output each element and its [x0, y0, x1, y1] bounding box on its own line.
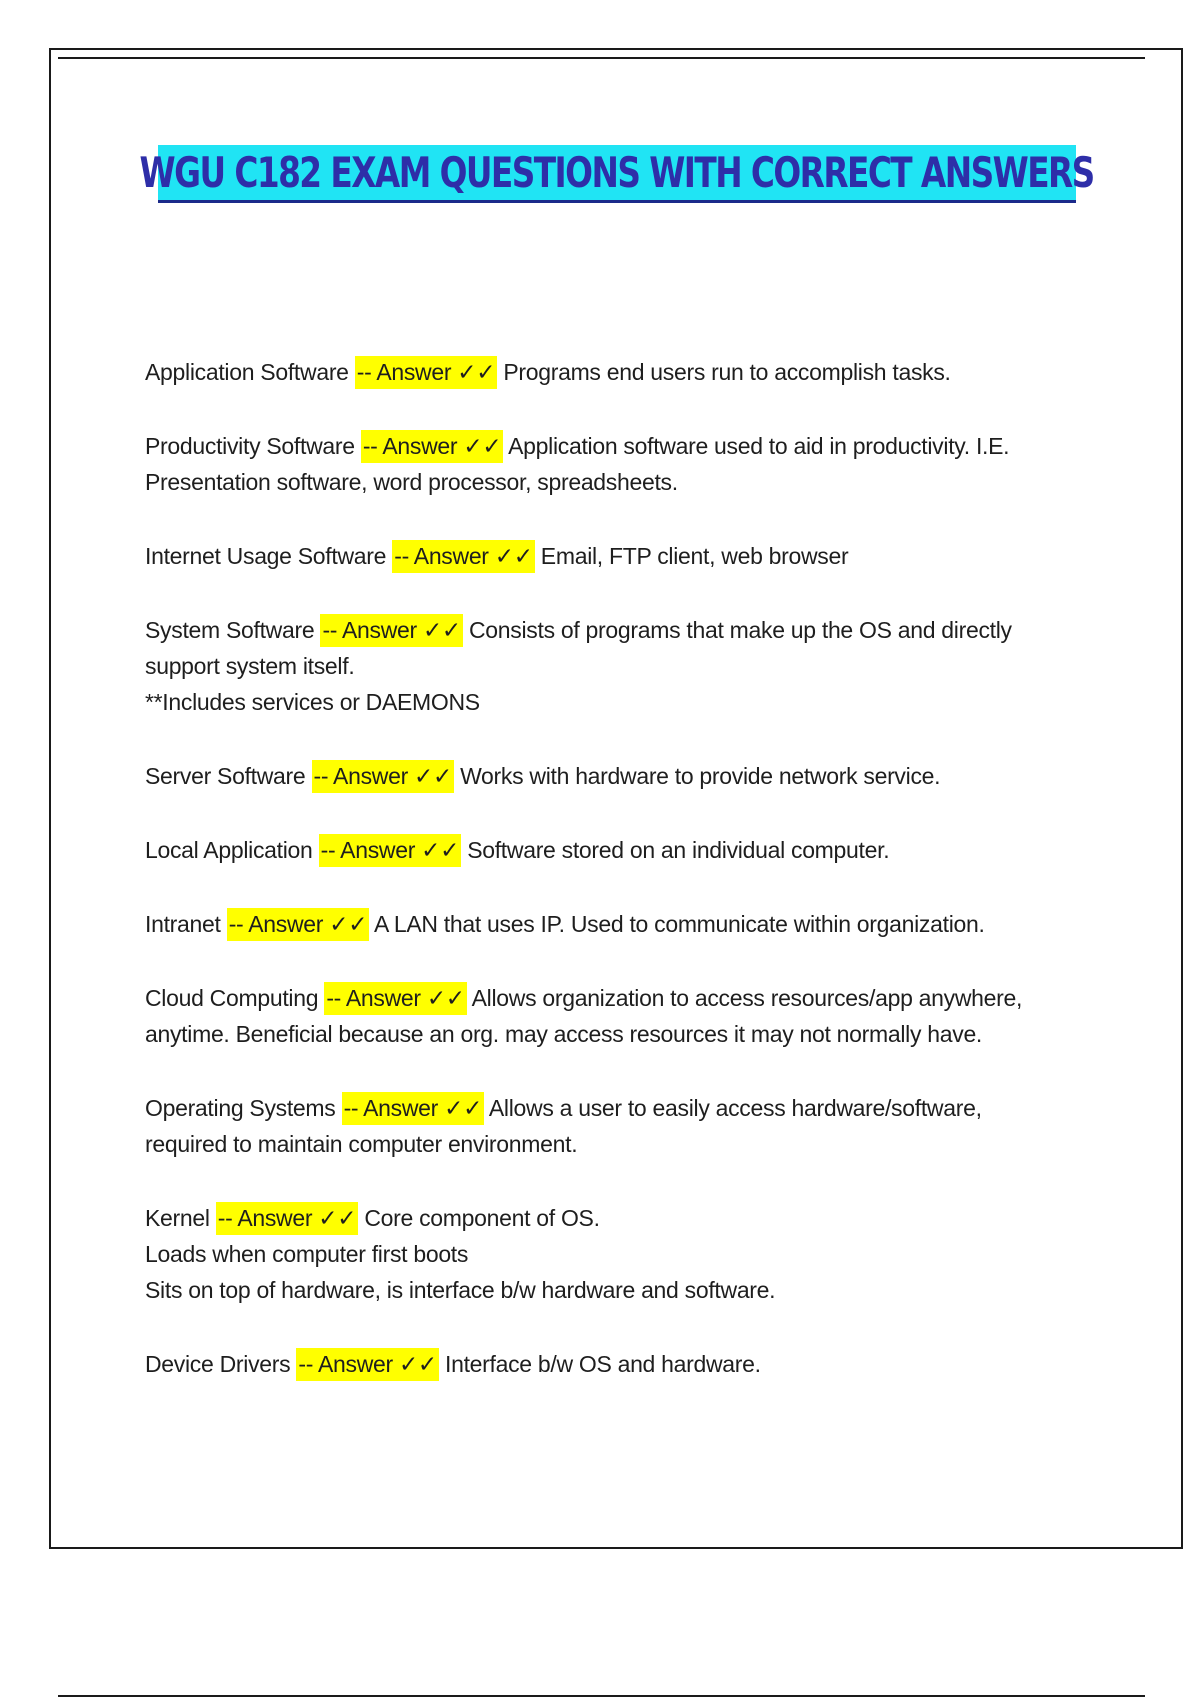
qa-term: Kernel: [145, 1205, 210, 1231]
qa-item: [145, 1090, 1095, 1162]
qa-definition: Allows a user to easily access hardware/software, required to maintain computer environment.: [145, 1095, 982, 1157]
qa-term: Local Application: [145, 837, 313, 863]
qa-definition: Works with hardware to provide network service.: [460, 763, 941, 789]
qa-term: Intranet: [145, 911, 221, 937]
answer-marker: -- Answer ✓✓: [319, 834, 461, 867]
answer-marker: -- Answer ✓✓: [227, 908, 369, 941]
qa-item: [145, 354, 1095, 390]
answer-marker: -- Answer ✓✓: [342, 1092, 484, 1125]
qa-definition: Consists of programs that make up the OS and directly support system itself. **Includes services or DAEMONS: [145, 617, 1012, 715]
qa-term: Device Drivers: [145, 1351, 291, 1377]
qa-term: Operating Systems: [145, 1095, 336, 1121]
page-title: WGU C182 EXAM QUESTIONS WITH CORRECT ANSWERS: [139, 147, 1095, 197]
qa-item: [145, 1200, 1095, 1308]
answer-marker: -- Answer ✓✓: [324, 982, 466, 1015]
answer-marker: -- Answer ✓✓: [296, 1348, 438, 1381]
qa-definition: Application software used to aid in productivity. I.E. Presentation software, word processor, spreadsheets.: [145, 433, 1010, 495]
answer-marker: -- Answer ✓✓: [312, 760, 454, 793]
answer-marker: -- Answer ✓✓: [392, 540, 534, 573]
qa-item: [145, 538, 1095, 574]
qa-definition: Programs end users run to accomplish tasks.: [503, 359, 951, 385]
qa-term: Application Software: [145, 359, 349, 385]
qa-definition: Allows organization to access resources/app anywhere, anytime. Beneficial because an org. may access resources it may not normally have.: [145, 985, 1023, 1047]
qa-term: System Software: [145, 617, 315, 643]
qa-definition: Interface b/w OS and hardware.: [444, 1351, 761, 1377]
qa-definition: Email, FTP client, web browser: [540, 543, 849, 569]
qa-definition: Software stored on an individual computer.: [467, 837, 890, 863]
qa-item: [145, 906, 1095, 942]
qa-term: Server Software: [145, 763, 306, 789]
qa-term: Cloud Computing: [145, 985, 319, 1011]
qa-definition: Core component of OS. Loads when computer first boots Sits on top of hardware, is interface b/w hardware and software.: [145, 1205, 776, 1303]
qa-item: [145, 428, 1095, 500]
qa-item: [145, 612, 1095, 720]
qa-term: Internet Usage Software: [145, 543, 387, 569]
answer-marker: -- Answer ✓✓: [216, 1202, 358, 1235]
qa-definition: A LAN that uses IP. Used to communicate within organization.: [374, 911, 985, 937]
qa-item: [145, 980, 1095, 1052]
answer-marker: -- Answer ✓✓: [320, 614, 462, 647]
qa-term: Productivity Software: [145, 433, 355, 459]
title-banner: [139, 145, 1095, 203]
answer-marker: -- Answer ✓✓: [355, 356, 497, 389]
qa-list: [145, 354, 1095, 1420]
bottom-rule: [58, 1695, 1145, 1697]
top-rule: [58, 57, 1145, 59]
qa-item: [145, 832, 1095, 868]
qa-item: [145, 758, 1095, 794]
qa-item: [145, 1346, 1095, 1382]
answer-marker: -- Answer ✓✓: [361, 430, 503, 463]
